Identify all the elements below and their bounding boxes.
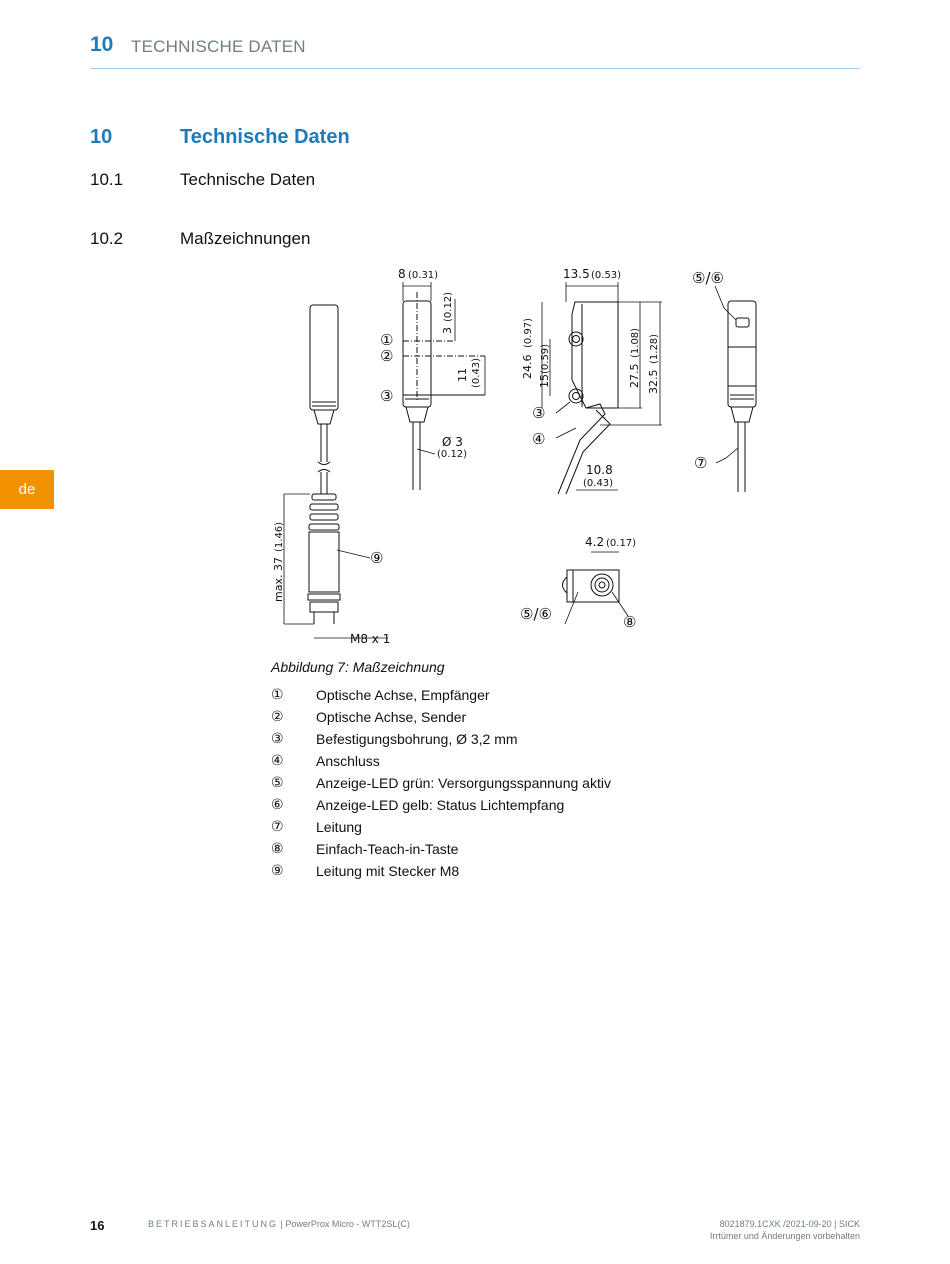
legend-text: Einfach-Teach-in-Taste (316, 841, 459, 857)
dimension-drawing (260, 262, 680, 657)
dim-32-5: 32.5 (647, 369, 660, 394)
dim-15: 15 (538, 374, 551, 388)
dim-15-inch: (0.59) (540, 343, 551, 374)
section-10-1-title: Technische Daten (180, 170, 316, 189)
section-10-1-number: 10.1 (90, 170, 124, 189)
dim-27-5-inch: (1.08) (630, 327, 641, 358)
dim-11: 11 (456, 368, 469, 382)
sensor-bottom-view (563, 570, 620, 602)
legend-marker: ⑤ (271, 775, 284, 791)
legend-item (271, 860, 611, 882)
legend-marker: ⑦ (271, 819, 284, 835)
header-divider (90, 68, 860, 69)
page-number: 16 (90, 1218, 105, 1233)
footer-product: | PowerProx Micro - WTT2SL(C) (278, 1219, 410, 1229)
callout-3-side: ③ (532, 404, 546, 422)
callout-5-6-rear: ⑤/⑥ (692, 269, 724, 287)
dim-10-8-inch: (0.43) (583, 478, 614, 489)
section-10-number: 10 (90, 126, 113, 148)
figure-legend (271, 684, 611, 882)
dim-4-2: 4.2 (585, 535, 605, 549)
legend-text: Anzeige-LED gelb: Status Lichtempfang (316, 797, 565, 813)
legend-item (271, 794, 611, 816)
legend-marker: ③ (271, 731, 284, 747)
figure-caption: Abbildung 7: Maßzeichnung (271, 659, 445, 675)
dim-32-5-inch: (1.28) (649, 333, 660, 364)
callout-5-6-bottom: ⑤/⑥ (520, 605, 552, 623)
dim-thread: M8 x 1 (350, 632, 391, 646)
legend-item (271, 772, 611, 794)
legend-text: Leitung mit Stecker M8 (316, 863, 460, 879)
callout-3-front: ③ (380, 387, 394, 405)
callout-9: ⑨ (370, 549, 384, 567)
legend-item (271, 706, 611, 728)
section-10-2-title: Maßzeichnungen (180, 229, 311, 248)
dim-width-8-inch: (0.31) (408, 270, 439, 281)
footer-document-info (148, 1219, 410, 1229)
dim-24-6: 24.6 (521, 354, 534, 379)
legend-item (271, 684, 611, 706)
sensor-front-with-connector (308, 305, 340, 624)
rear-view-drawing (680, 262, 770, 502)
dim-13-5: 13.5 (563, 267, 590, 281)
legend-marker: ⑨ (271, 863, 284, 879)
dim-diameter-inch: (0.12) (437, 449, 468, 460)
language-tab[interactable]: de (0, 470, 54, 509)
footer-doc-ref: 8021879.1CXK /2021-09-20 | SICK (719, 1219, 860, 1229)
legend-marker: ① (271, 687, 284, 703)
dim-diameter: Ø 3 (442, 435, 463, 449)
dim-width-8: 8 (398, 267, 406, 281)
callout-1: ① (380, 331, 394, 349)
legend-text: Optische Achse, Sender (316, 709, 467, 725)
dim-10-8: 10.8 (586, 463, 613, 477)
callout-2: ② (380, 347, 394, 365)
dim-13-5-inch: (0.53) (591, 270, 622, 281)
section-10-2-number: 10.2 (90, 229, 124, 248)
dim-11-inch: (0.43) (471, 357, 482, 388)
footer-doc-type: BETRIEBSANLEITUNG (148, 1219, 279, 1229)
legend-marker: ② (271, 709, 284, 725)
dim-3-inch: (0.12) (443, 291, 454, 322)
legend-marker: ④ (271, 753, 284, 769)
footer-disclaimer: Irrtümer und Änderungen vorbehalten (709, 1231, 860, 1241)
legend-item (271, 816, 611, 838)
legend-item (271, 728, 611, 750)
legend-text: Anschluss (316, 753, 380, 769)
callout-8: ⑧ (623, 613, 637, 631)
footer-reference (710, 1218, 860, 1242)
legend-text: Leitung (316, 819, 362, 835)
legend-text: Optische Achse, Empfänger (316, 687, 490, 703)
legend-marker: ⑧ (271, 841, 284, 857)
dim-max-37: max. 37 (272, 557, 285, 602)
header-chapter-title: TECHNISCHE DATEN (131, 37, 306, 56)
section-10-title: Technische Daten (180, 126, 350, 148)
legend-text: Anzeige-LED grün: Versorgungsspannung aktiv (316, 775, 611, 791)
dim-24-6-inch: (0.97) (523, 317, 534, 348)
legend-item (271, 750, 611, 772)
dim-max-37-inch: (1.46) (274, 521, 285, 552)
legend-marker: ⑥ (271, 797, 284, 813)
dim-27-5: 27.5 (628, 363, 641, 388)
callout-4: ④ (532, 430, 546, 448)
header-chapter-number: 10 (90, 33, 114, 56)
legend-text: Befestigungsbohrung, Ø 3,2 mm (316, 731, 518, 747)
dim-3: 3 (441, 327, 454, 334)
dim-4-2-inch: (0.17) (606, 538, 637, 549)
legend-item (271, 838, 611, 860)
callout-7: ⑦ (694, 454, 708, 472)
